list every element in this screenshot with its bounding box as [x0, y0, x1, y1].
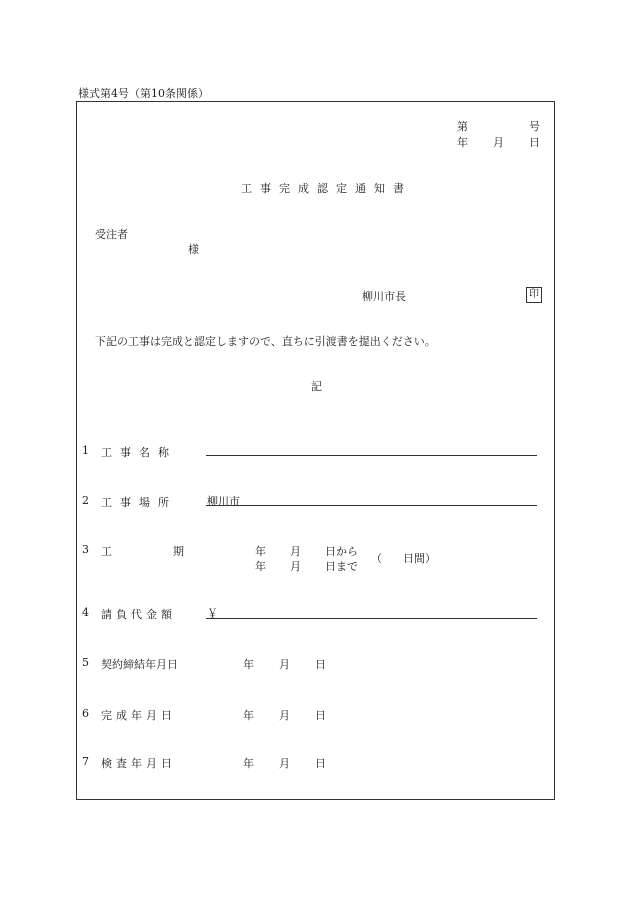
item-1-number: 1 [82, 444, 89, 457]
item-5-label: 契約締結年月日 [101, 658, 178, 671]
item-6-number: 6 [82, 707, 89, 720]
item-3-number: 3 [82, 543, 89, 556]
item-6-month: 月 [279, 709, 290, 722]
document-title: 工事完成認定通知書 [241, 182, 412, 195]
item-6-year: 年 [243, 709, 254, 722]
number-dai: 第 [457, 120, 468, 133]
recipient-honorific: 様 [188, 243, 199, 256]
item-3-from-suffix: 日から [325, 545, 358, 558]
recipient-label: 受注者 [95, 228, 128, 241]
ki-heading: 記 [311, 380, 322, 393]
date-day: 日 [529, 136, 540, 149]
item-3-days: 日間） [403, 552, 436, 565]
body-text: 下記の工事は完成と認定しますので、直ちに引渡書を提出ください。 [95, 335, 436, 348]
item-2-number: 2 [82, 494, 89, 507]
item-4-number: 4 [82, 606, 89, 619]
item-6-day: 日 [315, 709, 326, 722]
item-7-day: 日 [315, 757, 326, 770]
item-2-underline [206, 505, 537, 506]
item-3-to-year: 年 [255, 560, 266, 573]
item-4-label: 請負代金額 [101, 608, 176, 621]
item-1-underline [206, 455, 537, 456]
issuer-name: 柳川市長 [362, 290, 406, 303]
item-7-year: 年 [243, 757, 254, 770]
item-3-to-suffix: 日まで [325, 560, 358, 573]
item-3-label-b: 期 [173, 545, 184, 558]
item-6-label: 完成年月日 [101, 709, 176, 722]
item-3-from-year: 年 [255, 545, 266, 558]
item-5-month: 月 [279, 658, 290, 671]
item-5-day: 日 [315, 658, 326, 671]
item-5-number: 5 [82, 656, 89, 669]
item-7-month: 月 [279, 757, 290, 770]
date-year: 年 [457, 136, 468, 149]
number-go: 号 [529, 120, 540, 133]
item-3-paren-open: （ [371, 552, 382, 565]
item-4-underline [206, 618, 537, 619]
date-month: 月 [493, 136, 504, 149]
form-header: 様式第4号（第10条関係） [78, 87, 209, 100]
item-4-value: ￥ [207, 607, 218, 620]
seal-mark: 印 [526, 287, 542, 303]
item-3-from-month: 月 [290, 545, 301, 558]
item-2-value: 柳川市 [207, 495, 240, 508]
item-1-label: 工事名称 [101, 446, 177, 459]
item-2-label: 工事場所 [101, 496, 177, 509]
item-5-year: 年 [243, 658, 254, 671]
item-7-label: 検査年月日 [101, 757, 176, 770]
item-3-label-a: 工 [101, 545, 112, 558]
item-7-number: 7 [82, 755, 89, 768]
item-3-to-month: 月 [290, 560, 301, 573]
